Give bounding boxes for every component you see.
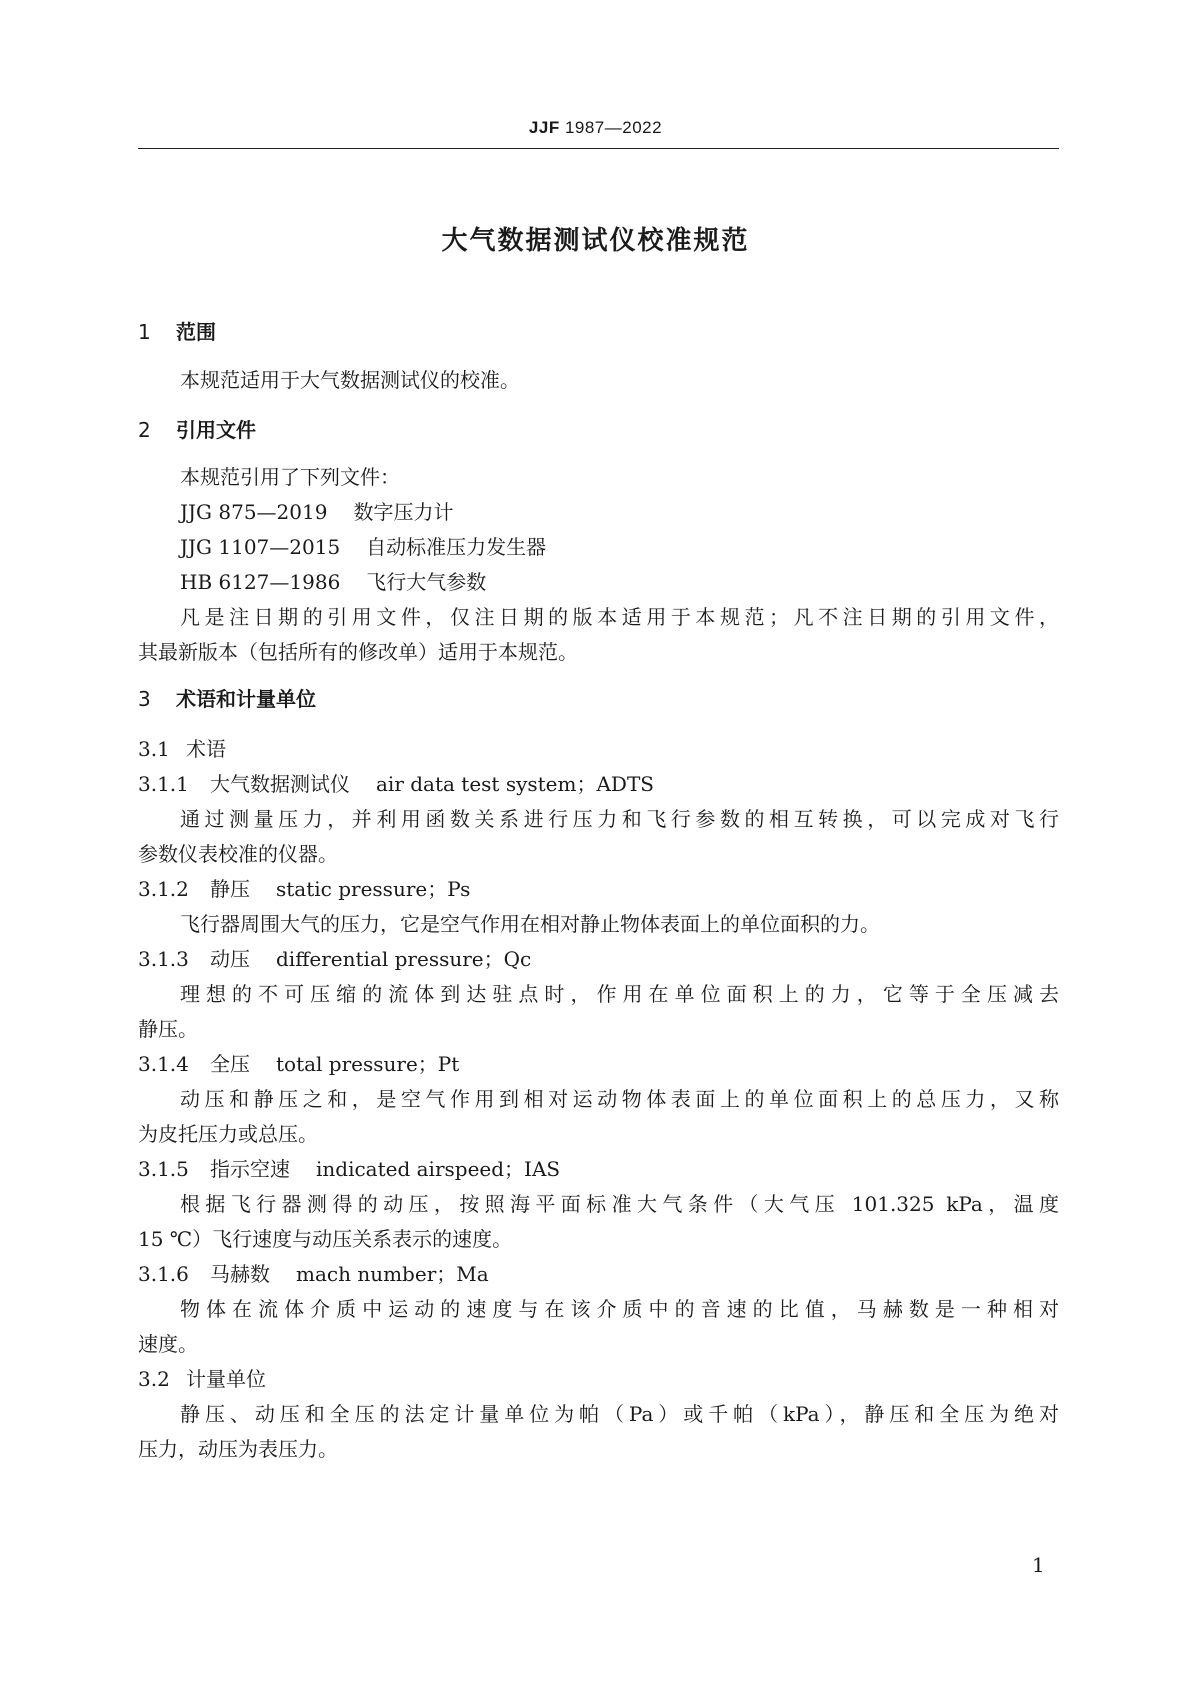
section-number: 2	[138, 418, 151, 442]
references-note-line: 凡是注日期的引用文件，仅注日期的版本适用于本规范；凡不注日期的引用文件，	[180, 605, 1059, 629]
term-definition-line: 15 ℃）飞行速度与动压关系表示的速度。	[138, 1227, 513, 1251]
section-title: 范围	[176, 320, 216, 344]
term-number: 3.1.5	[138, 1157, 189, 1181]
reference-item	[180, 533, 546, 561]
subsection-title: 术语	[186, 737, 226, 761]
reference-title: 数字压力计	[353, 500, 454, 524]
section-3-heading	[138, 685, 316, 713]
references-intro: 本规范引用了下列文件：	[180, 465, 400, 489]
document-header	[0, 118, 1191, 138]
term-definition-line: 为皮托压力或总压。	[138, 1122, 318, 1146]
references-note-line: 其最新版本（包括所有的修改单）适用于本规范。	[138, 640, 578, 664]
section-1-heading	[138, 318, 216, 346]
term-definition-line: 飞行器周围大气的压力，它是空气作用在相对静止物体表面上的单位面积的力。	[180, 912, 880, 936]
term-chinese: 大气数据测试仪	[210, 772, 350, 796]
term-english: differential pressure；Qc	[276, 947, 532, 971]
reference-item	[180, 498, 453, 526]
section-number: 3	[138, 687, 151, 711]
term-english: mach number；Ma	[296, 1262, 489, 1286]
term-heading	[138, 945, 531, 973]
term-definition-line: 物体在流体介质中运动的速度与在该介质中的音速的比值，马赫数是一种相对	[180, 1297, 1059, 1321]
subsection-number: 3.2	[138, 1367, 170, 1391]
header-rule	[138, 148, 1059, 149]
reference-title: 飞行大气参数	[366, 570, 487, 594]
subsection-number: 3.1	[138, 737, 170, 761]
term-number: 3.1.2	[138, 877, 189, 901]
section-2-heading	[138, 416, 256, 444]
term-english: air data test system；ADTS	[376, 772, 654, 796]
units-paragraph-line: 静压、动压和全压的法定计量单位为帕（Pa）或千帕（kPa），静压和全压为绝对	[180, 1402, 1059, 1426]
term-number: 3.1.4	[138, 1052, 189, 1076]
term-number: 3.1.1	[138, 772, 189, 796]
term-heading	[138, 1260, 489, 1288]
section-number: 1	[138, 320, 151, 344]
term-heading	[138, 1155, 560, 1183]
term-definition-line: 根据飞行器测得的动压，按照海平面标准大气条件（大气压 101.325 kPa，温度	[180, 1192, 1059, 1216]
section-1-paragraph: 本规范适用于大气数据测试仪的校准。	[180, 368, 520, 392]
section-title: 引用文件	[176, 418, 256, 442]
reference-code: HB 6127—1986	[180, 570, 341, 594]
reference-code: JJG 875—2019	[180, 500, 328, 524]
reference-code: JJG 1107—2015	[180, 535, 341, 559]
term-definition-line: 静压。	[138, 1017, 198, 1041]
page-number: 1	[1032, 1553, 1045, 1577]
term-number: 3.1.3	[138, 947, 189, 971]
term-chinese: 静压	[210, 877, 250, 901]
term-heading	[138, 1050, 459, 1078]
section-title: 术语和计量单位	[176, 687, 316, 711]
term-definition-line: 理想的不可压缩的流体到达驻点时，作用在单位面积上的力，它等于全压减去	[180, 982, 1059, 1006]
units-paragraph-line: 压力，动压为表压力。	[138, 1437, 338, 1461]
document-title: 大气数据测试仪校准规范	[441, 226, 750, 256]
term-chinese: 动压	[210, 947, 250, 971]
term-heading	[138, 770, 654, 798]
subsection-3-1-heading	[138, 735, 226, 763]
term-chinese: 指示空速	[210, 1157, 290, 1181]
term-english: static pressure；Ps	[276, 877, 471, 901]
term-heading	[138, 875, 470, 903]
standard-code: 1987—2022	[564, 118, 663, 137]
term-definition-line: 参数仪表校准的仪器。	[138, 842, 338, 866]
term-chinese: 全压	[210, 1052, 250, 1076]
standard-prefix: JJF	[528, 118, 560, 137]
reference-item	[180, 568, 486, 596]
term-definition-line: 动压和静压之和，是空气作用到相对运动物体表面上的单位面积上的总压力，又称	[180, 1087, 1059, 1111]
term-chinese: 马赫数	[210, 1262, 270, 1286]
reference-title: 自动标准压力发生器	[366, 535, 547, 559]
term-definition-line: 通过测量压力，并利用函数关系进行压力和飞行参数的相互转换，可以完成对飞行	[180, 807, 1059, 831]
subsection-title: 计量单位	[186, 1367, 266, 1391]
term-english: total pressure；Pt	[276, 1052, 460, 1076]
subsection-3-2-heading	[138, 1365, 266, 1393]
term-number: 3.1.6	[138, 1262, 189, 1286]
term-english: indicated airspeed；IAS	[316, 1157, 561, 1181]
term-definition-line: 速度。	[138, 1332, 198, 1356]
